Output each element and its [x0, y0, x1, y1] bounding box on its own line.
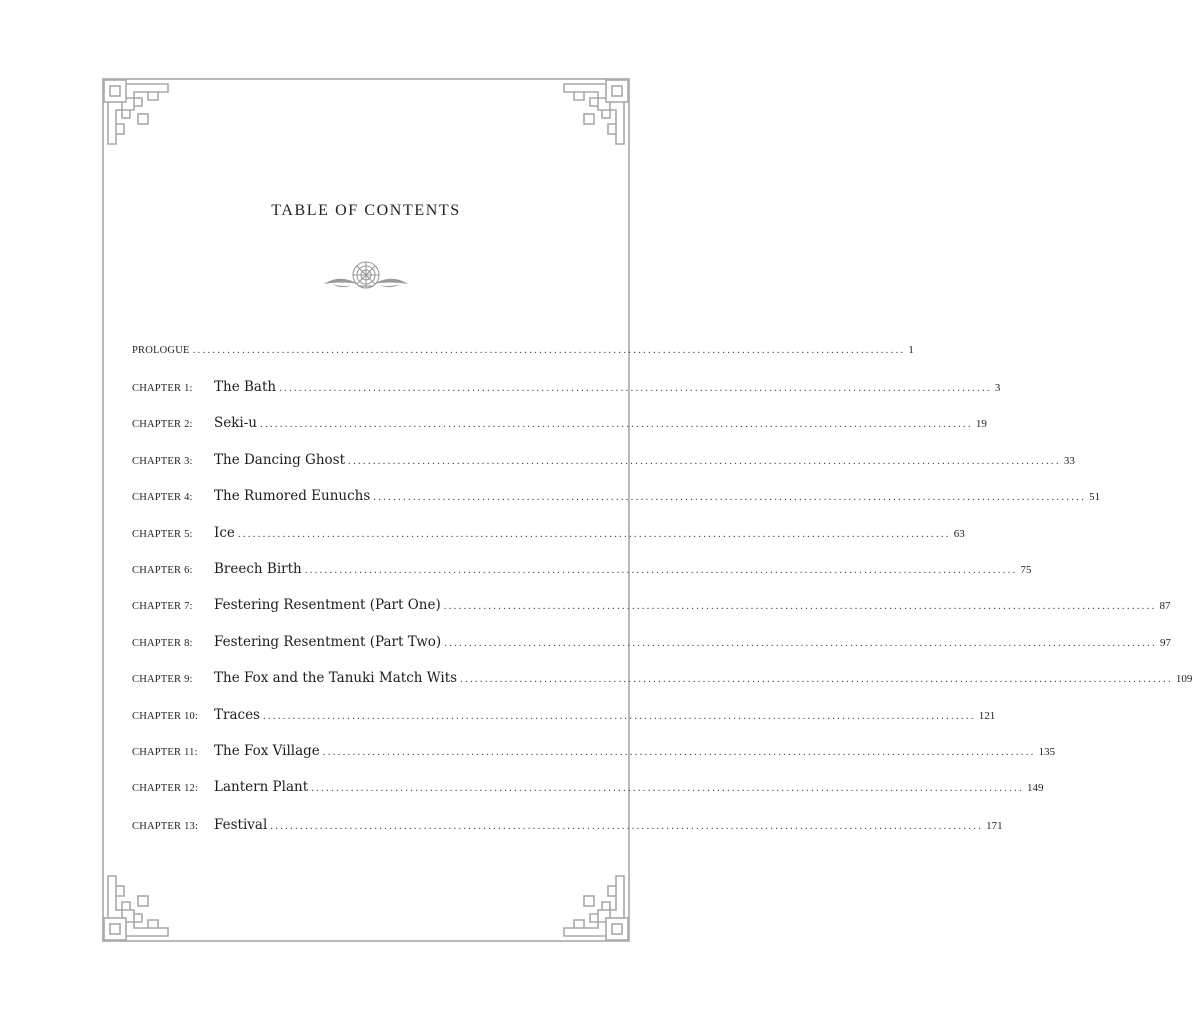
toc-entry-prologue[interactable]: [132, 344, 914, 368]
chapter-title: Lantern Plant: [214, 779, 309, 795]
page-number: 171: [986, 820, 1003, 832]
dot-leader: ................................................................................................................................................: [373, 491, 1087, 503]
corner-lattice-bottom-left: [102, 872, 172, 942]
toc-entry-chapter-9[interactable]: [132, 670, 1192, 694]
chapter-label: CHAPTER 5:: [132, 529, 193, 540]
dot-leader: ................................................................................................................................................: [279, 382, 992, 394]
dot-leader: ................................................................................................................................................: [444, 637, 1157, 649]
toc-entry-chapter-8[interactable]: [132, 634, 1171, 658]
chapter-title: Traces: [214, 707, 260, 723]
chapter-title: The Rumored Eunuchs: [214, 488, 371, 504]
page-number: 109: [1175, 673, 1192, 685]
toc-entry-chapter-3[interactable]: [132, 452, 1075, 476]
chapter-title: Seki-u: [214, 415, 257, 431]
page-number: 121: [978, 710, 996, 722]
chapter-title: Breech Birth: [214, 561, 302, 577]
chapter-title: The Fox and the Tanuki Match Wits: [214, 670, 458, 686]
chapter-label: CHAPTER 9:: [132, 674, 193, 685]
dot-leader: ................................................................................................................................................: [270, 820, 984, 832]
chapter-label: CHAPTER 10:: [132, 711, 199, 722]
chapter-title: The Bath: [214, 379, 277, 395]
toc-entry-chapter-7[interactable]: [132, 597, 1171, 621]
toc-entry-chapter-10[interactable]: [132, 707, 996, 731]
page-number: 97: [1160, 637, 1171, 649]
dot-leader: ................................................................................................................................................: [262, 710, 976, 722]
dot-leader: ................................................................................................................................................: [443, 600, 1157, 612]
page-number: 63: [953, 528, 965, 540]
chapter-title: The Fox Village: [214, 743, 320, 759]
corner-lattice-top-left: [102, 78, 172, 148]
chapter-title: Festering Resentment (Part Two): [214, 634, 442, 650]
dot-leader: ................................................................................................................................................: [304, 564, 1018, 576]
dot-leader: ................................................................................................................................................: [322, 746, 1036, 758]
page-title: TABLE OF CONTENTS: [271, 202, 461, 219]
corner-lattice-bottom-right: [560, 872, 630, 942]
prologue-label: PROLOGUE: [132, 345, 190, 356]
toc-entry-chapter-12[interactable]: [132, 779, 1044, 803]
dot-leader: ................................................................................................................................................: [192, 344, 906, 356]
chapter-label: CHAPTER 1:: [132, 383, 193, 394]
page-number: 19: [975, 418, 987, 430]
chrysanthemum-ornament-icon: [322, 258, 410, 296]
page-number: 33: [1063, 455, 1075, 467]
chapter-label: CHAPTER 13:: [132, 821, 199, 832]
dot-leader: ................................................................................................................................................: [348, 455, 1061, 467]
chapter-label: CHAPTER 7:: [132, 601, 193, 612]
toc-entry-chapter-5[interactable]: [132, 525, 965, 549]
toc-entry-chapter-11[interactable]: [132, 743, 1056, 767]
chapter-title: Festering Resentment (Part One): [214, 597, 441, 613]
toc-entry-chapter-2[interactable]: [132, 415, 987, 439]
chapter-label: CHAPTER 12:: [132, 783, 199, 794]
page-number: 3: [994, 382, 1001, 394]
page-number: 51: [1089, 491, 1101, 503]
page-number: 135: [1038, 746, 1056, 758]
chapter-title: Festival: [214, 817, 268, 833]
chapter-label: CHAPTER 3:: [132, 456, 193, 467]
toc-entry-chapter-6[interactable]: [132, 561, 1032, 585]
page-number: 75: [1020, 564, 1032, 576]
chapter-title: The Dancing Ghost: [214, 452, 346, 468]
dot-leader: ................................................................................................................................................: [311, 782, 1024, 794]
page-number: 1: [908, 344, 914, 356]
toc-entry-chapter-1[interactable]: [132, 379, 1001, 403]
corner-lattice-top-right: [560, 78, 630, 148]
chapter-label: CHAPTER 4:: [132, 492, 193, 503]
chapter-title: Ice: [214, 525, 235, 541]
chapter-label: CHAPTER 11:: [132, 747, 198, 758]
chapter-label: CHAPTER 6:: [132, 565, 193, 576]
chapter-label: CHAPTER 2:: [132, 419, 193, 430]
page-number: 87: [1159, 600, 1171, 612]
dot-leader: ................................................................................................................................................: [237, 528, 951, 540]
toc-entry-chapter-13[interactable]: [132, 817, 1003, 841]
dot-leader: ................................................................................................................................................: [260, 418, 973, 430]
dot-leader: ................................................................................................................................................: [460, 673, 1173, 685]
toc-entry-chapter-4[interactable]: [132, 488, 1101, 512]
page-number: 149: [1026, 782, 1044, 794]
chapter-label: CHAPTER 8:: [132, 638, 193, 649]
